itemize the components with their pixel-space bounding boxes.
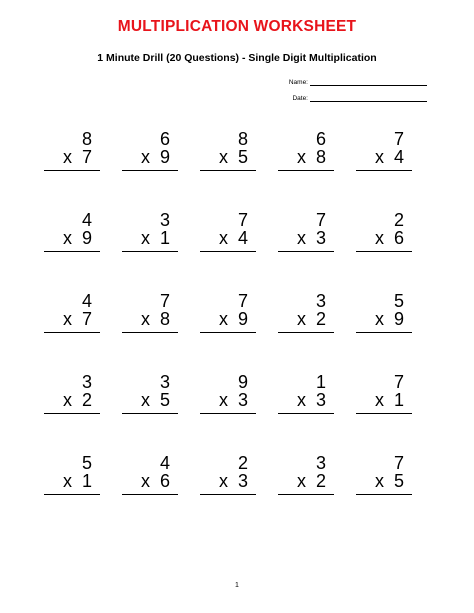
problem-r2-c2 — [122, 211, 178, 271]
answer-line[interactable] — [122, 170, 178, 171]
multiplicand: 3 — [315, 291, 326, 311]
name-field[interactable] — [310, 85, 427, 86]
multiplicand: 2 — [393, 210, 404, 230]
answer-line[interactable] — [44, 332, 100, 333]
answer-line[interactable] — [44, 494, 100, 495]
multiplicand: 1 — [315, 372, 326, 392]
problem-r5-c3 — [200, 454, 256, 514]
date-field[interactable] — [310, 101, 427, 102]
problem-r4-c3 — [200, 373, 256, 433]
multiplier: x 1 — [374, 390, 404, 410]
multiplicand: 6 — [159, 129, 170, 149]
answer-line[interactable] — [278, 413, 334, 414]
multiplicand: 4 — [81, 291, 92, 311]
multiplier: x 4 — [374, 147, 404, 167]
multiplier: x 8 — [140, 309, 170, 329]
answer-line[interactable] — [200, 413, 256, 414]
problem-r3-c5 — [356, 292, 412, 352]
multiplicand: 7 — [315, 210, 326, 230]
answer-line[interactable] — [278, 170, 334, 171]
problem-r5-c2 — [122, 454, 178, 514]
multiplier: x 1 — [62, 471, 92, 491]
name-label: Name: — [288, 79, 308, 86]
problem-r2-c5 — [356, 211, 412, 271]
answer-line[interactable] — [44, 413, 100, 414]
problem-r4-c1 — [44, 373, 100, 433]
answer-line[interactable] — [356, 170, 412, 171]
multiplicand: 7 — [159, 291, 170, 311]
problem-r5-c1 — [44, 454, 100, 514]
answer-line[interactable] — [122, 494, 178, 495]
multiplicand: 6 — [315, 129, 326, 149]
multiplier: x 7 — [62, 309, 92, 329]
problem-r2-c1 — [44, 211, 100, 271]
multiplier: x 3 — [218, 390, 248, 410]
problem-r1-c4 — [278, 130, 334, 190]
answer-line[interactable] — [200, 494, 256, 495]
answer-line[interactable] — [278, 251, 334, 252]
problem-r1-c2 — [122, 130, 178, 190]
answer-line[interactable] — [122, 251, 178, 252]
problem-r4-c4 — [278, 373, 334, 433]
page-number: 1 — [235, 582, 239, 589]
problem-r3-c3 — [200, 292, 256, 352]
multiplicand: 3 — [159, 372, 170, 392]
answer-line[interactable] — [200, 170, 256, 171]
problem-r5-c4 — [278, 454, 334, 514]
answer-line[interactable] — [122, 413, 178, 414]
multiplicand: 3 — [81, 372, 92, 392]
multiplier: x 4 — [218, 228, 248, 248]
multiplicand: 8 — [237, 129, 248, 149]
answer-line[interactable] — [200, 332, 256, 333]
multiplier: x 3 — [296, 390, 326, 410]
answer-line[interactable] — [122, 332, 178, 333]
answer-line[interactable] — [278, 332, 334, 333]
problem-r4-c2 — [122, 373, 178, 433]
problem-r1-c5 — [356, 130, 412, 190]
answer-line[interactable] — [200, 251, 256, 252]
problem-r2-c3 — [200, 211, 256, 271]
multiplicand: 5 — [81, 453, 92, 473]
multiplier: x 9 — [218, 309, 248, 329]
multiplier: x 5 — [218, 147, 248, 167]
multiplier: x 9 — [374, 309, 404, 329]
multiplier: x 9 — [62, 228, 92, 248]
multiplier: x 6 — [140, 471, 170, 491]
multiplicand: 8 — [81, 129, 92, 149]
multiplicand: 4 — [81, 210, 92, 230]
multiplier: x 2 — [296, 471, 326, 491]
multiplicand: 9 — [237, 372, 248, 392]
problem-r4-c5 — [356, 373, 412, 433]
multiplicand: 7 — [393, 129, 404, 149]
multiplier: x 6 — [374, 228, 404, 248]
multiplicand: 7 — [237, 291, 248, 311]
multiplicand: 7 — [393, 372, 404, 392]
multiplicand: 3 — [159, 210, 170, 230]
answer-line[interactable] — [44, 170, 100, 171]
multiplier: x 7 — [62, 147, 92, 167]
problem-r3-c1 — [44, 292, 100, 352]
date-label: Date: — [292, 95, 308, 102]
answer-line[interactable] — [278, 494, 334, 495]
multiplicand: 3 — [315, 453, 326, 473]
answer-line[interactable] — [356, 332, 412, 333]
multiplier: x 2 — [296, 309, 326, 329]
problem-r1-c1 — [44, 130, 100, 190]
worksheet-subtitle: 1 Minute Drill (20 Questions) - Single Digit Multiplication — [97, 52, 377, 64]
multiplier: x 9 — [140, 147, 170, 167]
answer-line[interactable] — [44, 251, 100, 252]
multiplicand: 7 — [393, 453, 404, 473]
answer-line[interactable] — [356, 251, 412, 252]
multiplier: x 5 — [374, 471, 404, 491]
answer-line[interactable] — [356, 494, 412, 495]
multiplicand: 5 — [393, 291, 404, 311]
problem-r3-c4 — [278, 292, 334, 352]
multiplier: x 1 — [140, 228, 170, 248]
worksheet-title: MULTIPLICATION WORKSHEET — [117, 18, 357, 35]
multiplier: x 2 — [62, 390, 92, 410]
problem-r5-c5 — [356, 454, 412, 514]
problem-r3-c2 — [122, 292, 178, 352]
multiplicand: 4 — [159, 453, 170, 473]
multiplier: x 8 — [296, 147, 326, 167]
multiplier: x 3 — [296, 228, 326, 248]
multiplier: x 3 — [218, 471, 248, 491]
problem-r1-c3 — [200, 130, 256, 190]
multiplier: x 5 — [140, 390, 170, 410]
multiplicand: 2 — [237, 453, 248, 473]
answer-line[interactable] — [356, 413, 412, 414]
multiplicand: 7 — [237, 210, 248, 230]
problem-r2-c4 — [278, 211, 334, 271]
